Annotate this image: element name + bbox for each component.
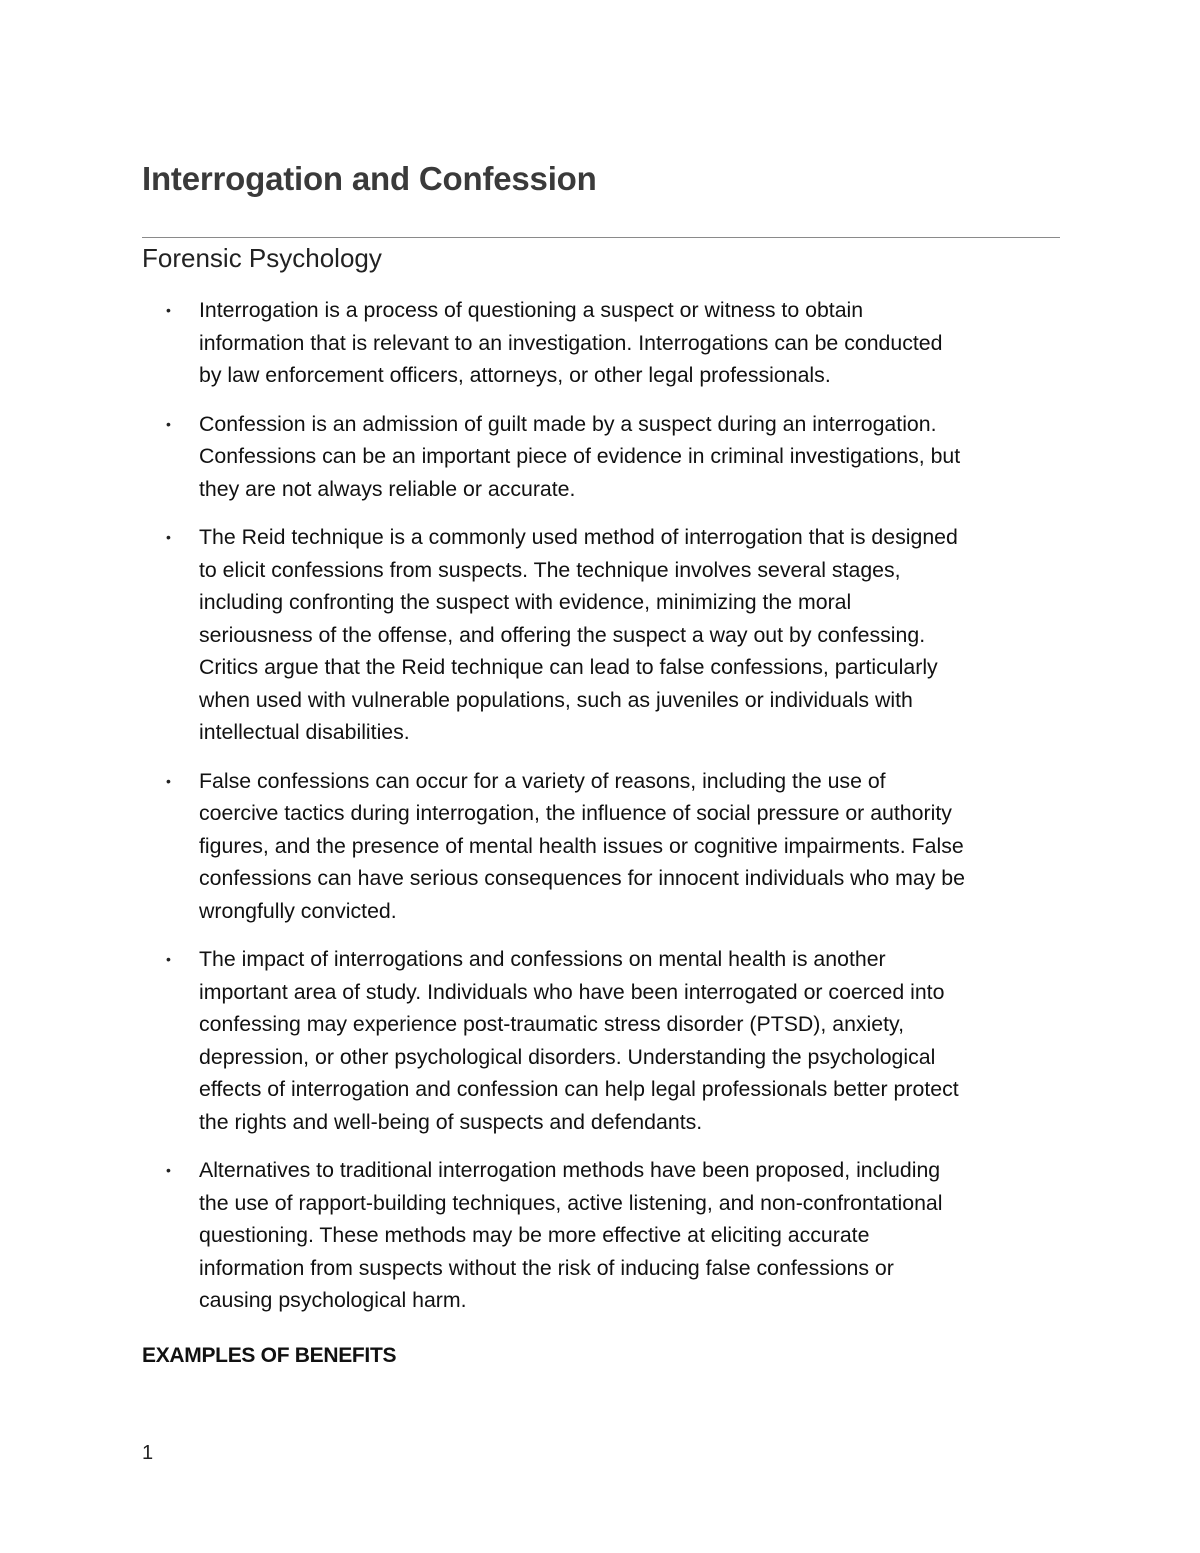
title-divider (142, 237, 1060, 238)
bullet-item (166, 765, 1069, 928)
bullet-text-line: they are not always reliable or accurate. (199, 476, 576, 501)
bullet-text-line: The Reid technique is a commonly used method of interrogation that is designed (199, 525, 958, 549)
page-number: 1 (142, 1442, 154, 1464)
bullet-text-line: by law enforcement officers, attorneys, or other legal professionals. (199, 363, 831, 387)
bullet-text-line: figures, and the presence of mental health issues or cognitive impairments. False (199, 833, 964, 858)
bullet-text-line: to elicit confessions from suspects. The technique involves several stages, (199, 557, 901, 582)
bullet-text-line: Interrogation is a process of questioning a suspect or witness to obtain (199, 298, 864, 322)
bullet-text-line: including confronting the suspect with evidence, minimizing the moral (199, 590, 852, 614)
bullet-marker-icon: • (166, 302, 171, 318)
bullet-list (166, 294, 1069, 1333)
bullet-text-line: questioning. These methods may be more effective at eliciting accurate (199, 1223, 870, 1247)
bullet-text-line: causing psychological harm. (199, 1288, 467, 1312)
bullet-text-line: coercive tactics during interrogation, the influence of social pressure or authority (199, 801, 952, 825)
bullet-marker-icon: • (166, 951, 171, 967)
bullet-marker-icon: • (166, 415, 171, 432)
bullet-text-line: confessing may experience post-traumatic stress disorder (PTSD), anxiety, (199, 1012, 905, 1036)
bullet-text-line: wrongfully convicted. (199, 898, 397, 923)
bullet-marker-icon: • (166, 1162, 171, 1178)
bullet-text-line: False confessions can occur for a variety of reasons, including the use of (199, 768, 886, 793)
bullet-text-line: the rights and well-being of suspects and defendants. (199, 1109, 703, 1134)
bullet-item (166, 294, 1069, 392)
bullet-text-line: depression, or other psychological disorders. Understanding the psychological (199, 1044, 936, 1069)
bullet-text-line: Confessions can be an important piece of evidence in criminal investigations, but (199, 444, 961, 468)
section-heading: EXAMPLES OF BENEFITS (142, 1344, 397, 1367)
bullet-item (166, 943, 1069, 1138)
bullet-item (166, 521, 1069, 749)
document-subtitle: Forensic Psychology (142, 243, 382, 273)
document-title: Interrogation and Confession (142, 160, 597, 197)
bullet-text-line: effects of interrogation and confession can help legal professionals better protect (199, 1077, 959, 1101)
bullet-text-line: when used with vulnerable populations, such as juveniles or individuals with (199, 687, 913, 712)
bullet-item (166, 408, 1069, 506)
bullet-text-line: The impact of interrogations and confessions on mental health is another (199, 947, 886, 971)
bullet-text-line: Confession is an admission of guilt made by a suspect during an interrogation. (199, 411, 937, 436)
bullet-text-line: Alternatives to traditional interrogation methods have been proposed, including (199, 1158, 941, 1182)
bullet-text-line: Critics argue that the Reid technique can lead to false confessions, particularly (199, 655, 938, 679)
bullet-text-line: intellectual disabilities. (199, 720, 410, 744)
bullet-text-line: information that is relevant to an investigation. Interrogations can be conducted (199, 330, 943, 355)
bullet-item (166, 1154, 1069, 1317)
bullet-text-line: important area of study. Individuals who have been interrogated or coerced into (199, 979, 945, 1004)
bullet-text-line: information from suspects without the risk of inducing false confessions or (199, 1255, 894, 1280)
bullet-text-line: the use of rapport-building techniques, active listening, and non-confrontational (199, 1190, 943, 1215)
bullet-marker-icon: • (166, 529, 171, 545)
bullet-marker-icon: • (166, 772, 171, 789)
bullet-text-line: confessions can have serious consequences for innocent individuals who may be (199, 866, 965, 890)
bullet-text-line: seriousness of the offense, and offering the suspect a way out by confessing. (199, 622, 926, 647)
